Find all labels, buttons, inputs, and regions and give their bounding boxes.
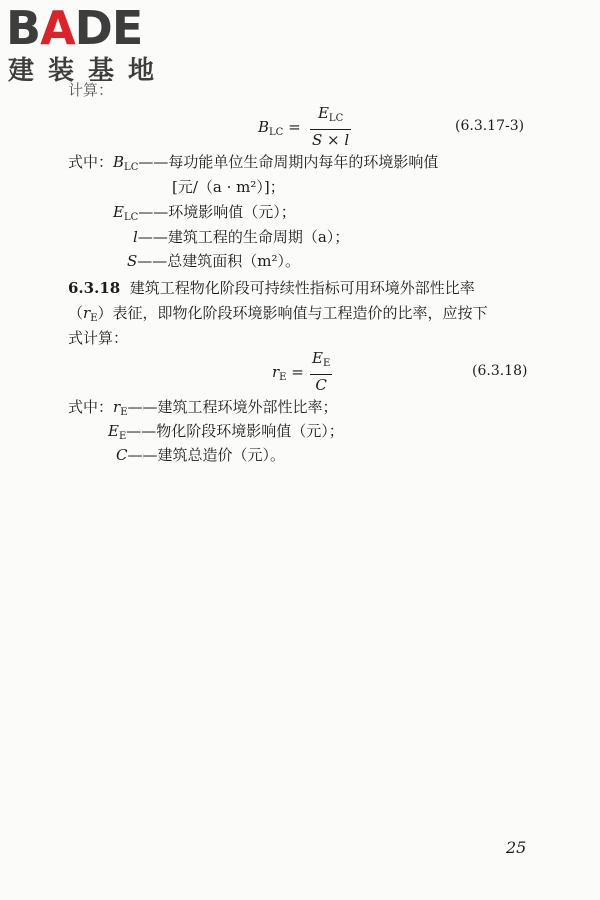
def1-row-0: 式中：$B_{LC}——$每功能单位生命周期内每年的环境影响值 bbox=[68, 153, 439, 173]
clause-line-2: $(r_E)$表征，即物化阶段环境影响值与工程造价的比率，应按下 bbox=[68, 304, 488, 324]
def2-row-0: 式中：$r_E——$建筑工程环境外部性比率； bbox=[68, 398, 338, 418]
eq1-fraction: $E_{LC}$ S × l bbox=[312, 104, 350, 149]
clause-number: 6.3.18 bbox=[68, 279, 121, 297]
logo-chinese-text: 建装基地 bbox=[8, 56, 169, 86]
intro-text: 计算： bbox=[68, 81, 114, 99]
eq1-number: (6.3.17-3) bbox=[455, 118, 525, 134]
logo-latin-text: BADE bbox=[6, 1, 143, 55]
clause-line-3: 式计算： bbox=[68, 329, 129, 347]
eq1-lhs: $B_{LC}$ = bbox=[258, 118, 301, 138]
page-number: 25 bbox=[506, 838, 527, 857]
def1-row-3: l——建筑工程的生命周期（a）； bbox=[133, 228, 350, 246]
def1-row-2: $E_{LC}——$环境影响值（元）； bbox=[113, 203, 296, 223]
site-logo bbox=[6, 2, 174, 86]
def1-row-4: S——总建筑面积（m²）。 bbox=[127, 252, 301, 270]
eq2-fraction: $E_E$ C bbox=[312, 349, 331, 394]
def2-row-2: C——建筑总造价（元）。 bbox=[116, 446, 285, 464]
clause-line-1: 6.3.18 建筑工程物化阶段可持续性指标可用环境外部性比率 bbox=[68, 279, 475, 297]
eq2-lhs: $r_E$ = bbox=[272, 363, 304, 383]
eq2-number: (6.3.18) bbox=[472, 363, 528, 379]
def2-row-1: $E_E——$物化阶段环境影响值（元）； bbox=[108, 422, 344, 442]
def1-row-1: [元/（a · m²）]； bbox=[172, 178, 285, 196]
